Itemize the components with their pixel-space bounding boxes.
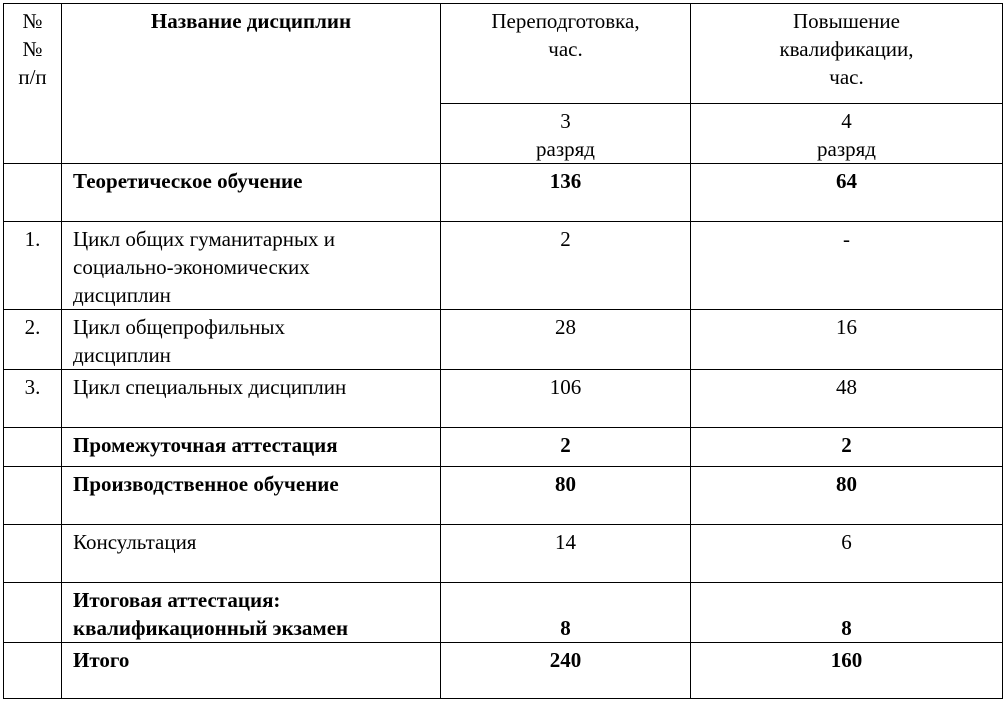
row-name-line: Промежуточная аттестация — [73, 433, 338, 457]
header-qualification-cell — [691, 4, 1003, 104]
row-qualification: 16 — [691, 310, 1003, 370]
header-num-line: № — [22, 9, 43, 33]
row-retraining: 80 — [441, 467, 691, 525]
row-name-line: социально-экономических — [73, 255, 310, 279]
header-num-cell — [4, 4, 62, 164]
grade-label: разряд — [536, 137, 595, 161]
row-name — [62, 643, 441, 699]
table-row — [4, 222, 1003, 310]
row-num: 3. — [4, 370, 62, 428]
row-num: 1. — [4, 222, 62, 310]
row-name — [62, 428, 441, 467]
row-qualification: 6 — [691, 525, 1003, 583]
row-qualification: 8 — [691, 583, 1003, 643]
header-retraining-grade-cell — [441, 104, 691, 164]
row-qualification: - — [691, 222, 1003, 310]
row-retraining: 8 — [441, 583, 691, 643]
row-num — [4, 643, 62, 699]
table-row — [4, 467, 1003, 525]
table-row — [4, 310, 1003, 370]
table-row — [4, 428, 1003, 467]
header-qualification-line: час. — [829, 65, 864, 89]
grade-label: разряд — [817, 137, 876, 161]
header-num-line: № — [22, 37, 43, 61]
row-name — [62, 310, 441, 370]
row-retraining: 28 — [441, 310, 691, 370]
row-name — [62, 164, 441, 222]
row-num — [4, 467, 62, 525]
row-num — [4, 428, 62, 467]
header-qualification-line: Повышение — [793, 9, 900, 33]
row-qualification: 48 — [691, 370, 1003, 428]
row-name — [62, 467, 441, 525]
row-retraining: 2 — [441, 222, 691, 310]
row-retraining: 240 — [441, 643, 691, 699]
row-name — [62, 222, 441, 310]
row-num — [4, 164, 62, 222]
header-name-cell — [62, 4, 441, 164]
row-qualification: 64 — [691, 164, 1003, 222]
row-name-line: Итого — [73, 648, 130, 672]
header-qualification-grade-cell — [691, 104, 1003, 164]
row-name-line: квалификационный экзамен — [73, 616, 349, 640]
header-qualification-line: квалификации, — [779, 37, 914, 61]
row-retraining: 2 — [441, 428, 691, 467]
row-retraining: 14 — [441, 525, 691, 583]
row-name-line: Цикл общепрофильных — [73, 315, 285, 339]
row-name — [62, 525, 441, 583]
row-name — [62, 583, 441, 643]
header-row — [4, 4, 1003, 104]
row-retraining: 136 — [441, 164, 691, 222]
table-row — [4, 370, 1003, 428]
row-name-line: Цикл специальных дисциплин — [73, 375, 347, 399]
header-retraining-line: Переподготовка, — [491, 9, 640, 33]
row-qualification: 160 — [691, 643, 1003, 699]
curriculum-table — [3, 3, 1003, 699]
header-name: Название дисциплин — [150, 9, 352, 33]
table-row — [4, 525, 1003, 583]
row-name-line: дисциплин — [73, 283, 171, 307]
row-num — [4, 583, 62, 643]
row-num: 2. — [4, 310, 62, 370]
grade-number: 4 — [841, 109, 852, 133]
table-row — [4, 583, 1003, 643]
row-num — [4, 525, 62, 583]
table-row — [4, 643, 1003, 699]
header-retraining-line: час. — [548, 37, 583, 61]
row-qualification: 2 — [691, 428, 1003, 467]
row-qualification: 80 — [691, 467, 1003, 525]
row-name-line: Теоретическое обучение — [73, 169, 303, 193]
header-num-line: п/п — [18, 65, 47, 89]
row-name-line: Консультация — [73, 530, 197, 554]
row-name — [62, 370, 441, 428]
row-name-line: Итоговая аттестация: — [73, 588, 281, 612]
row-name-line: дисциплин — [73, 343, 171, 367]
row-retraining: 106 — [441, 370, 691, 428]
row-name-line: Цикл общих гуманитарных и — [73, 227, 336, 251]
grade-number: 3 — [560, 109, 571, 133]
header-retraining-cell — [441, 4, 691, 104]
row-name-line: Производственное обучение — [73, 472, 339, 496]
table-row — [4, 164, 1003, 222]
